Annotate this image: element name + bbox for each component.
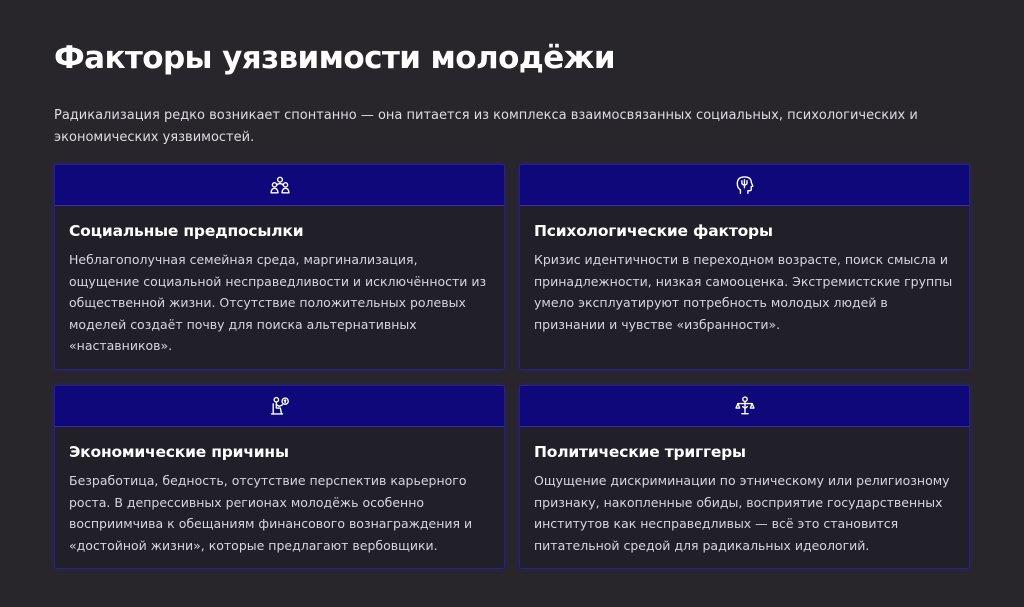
person-scales-icon — [734, 395, 756, 417]
card-title: Экономические причины — [69, 443, 289, 461]
page-title: Факторы уязвимости молодёжи — [54, 40, 616, 76]
card-title: Социальные предпосылки — [69, 222, 304, 240]
card-header — [55, 386, 504, 427]
card-economic-causes — [54, 385, 505, 569]
card-text: Неблагополучная семейная среда, маргинализация, ощущение социальной несправедливости и исключённости из общественной жизни. Отсутствие положительных ролевых моделей создаёт почву для поиска альтернативных «наставников». — [69, 252, 487, 353]
card-title: Политические триггеры — [534, 443, 746, 461]
card-political-triggers — [519, 385, 970, 569]
card-text: Кризис идентичности в переходном возрасте, поиск смысла и принадлежности, низкая самооценка. Экстремистские группы умело эксплуатируют потребность молодых людей в признании и чувстве «избранности». — [534, 252, 953, 332]
intro-paragraph: Радикализация редко возникает спонтанно — она питается из комплекса взаимосвязанных социальных, психологических и экономических уязвимостей. — [54, 108, 918, 145]
card-header — [520, 386, 969, 427]
card-text: Ощущение дискриминации по этническому или религиозному признаку, накопленные обиды, восприятие государственных институтов как несправедливых — всё это становится питательной средой для радикальных идеологий. — [534, 473, 950, 553]
card-header — [520, 165, 969, 206]
users-group-icon — [269, 174, 291, 196]
card-header — [55, 165, 504, 206]
card-title: Психологические факторы — [534, 222, 773, 240]
person-money-icon — [269, 395, 291, 417]
card-text: Безработица, бедность, отсутствие перспектив карьерного роста. В депрессивных регионах молодёжь особенно восприимчива к обещаниям финансового вознаграждения и «достойной жизни», которые предлагают вербовщики. — [69, 473, 473, 553]
card-psychological-factors — [519, 164, 970, 370]
head-psi-icon — [734, 174, 756, 196]
card-social-factors — [54, 164, 505, 370]
